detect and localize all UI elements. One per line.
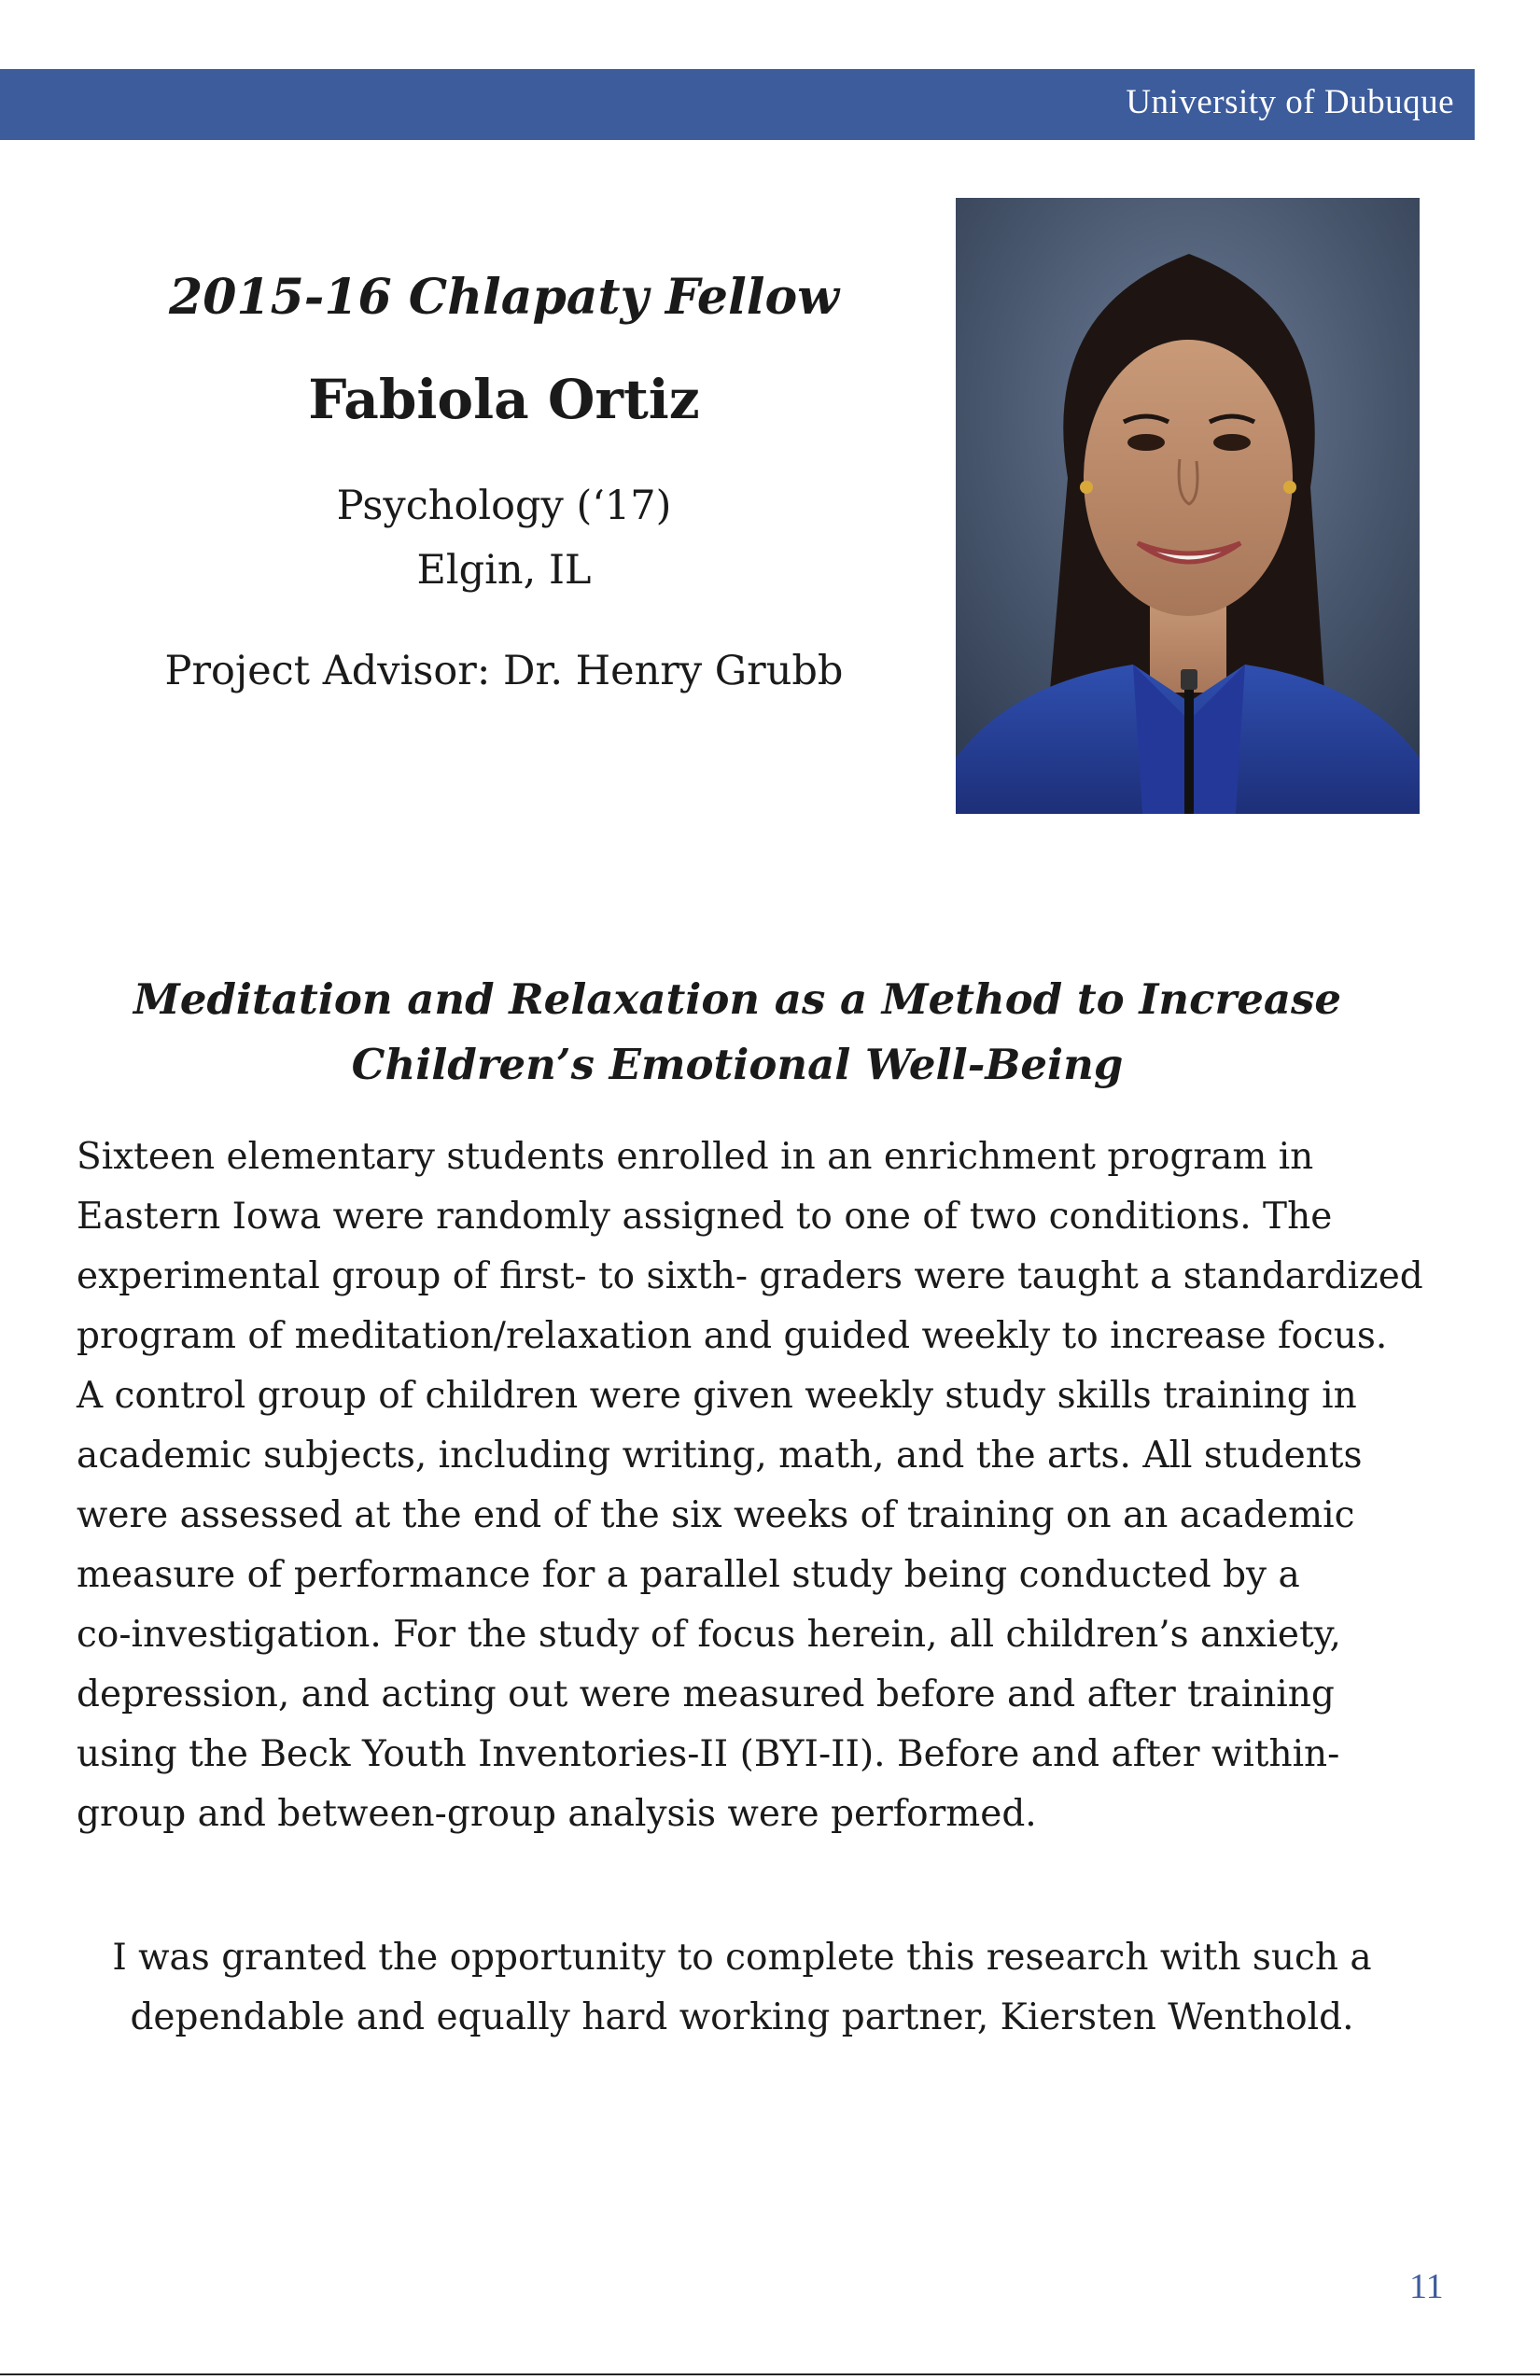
- fellow-title: 2015-16 Chlapaty Fellow: [169, 269, 839, 326]
- project-abstract: [77, 1127, 1449, 1844]
- header-bar: [0, 69, 1475, 140]
- fellow-portrait: [956, 198, 1420, 814]
- fellow-major: Psychology (‘17): [336, 482, 672, 529]
- abstract-line: experimental group of first- to sixth- graders were taught a standardized: [77, 1255, 1423, 1297]
- acknowledgement-line: I was granted the opportunity to complete this research with such a: [112, 1937, 1372, 1979]
- acknowledgement-line: dependable and equally hard working partner, Kiersten Wenthold.: [130, 1996, 1354, 2038]
- page-number: 11: [1409, 2267, 1444, 2306]
- abstract-line: were assessed at the end of the six weeks of training on an academic: [77, 1494, 1355, 1536]
- abstract-line: program of meditation/relaxation and guided weekly to increase focus.: [77, 1315, 1388, 1357]
- abstract-line: using the Beck Youth Inventories-II (BYI-II). Before and after within-: [77, 1733, 1340, 1775]
- abstract-line: Eastern Iowa were randomly assigned to one of two conditions. The: [77, 1196, 1333, 1238]
- project-title: [56, 967, 1419, 1098]
- acknowledgement: [56, 1928, 1428, 2048]
- project-title-line: Meditation and Relaxation as a Method to Increase: [133, 974, 1341, 1024]
- abstract-line: depression, and acting out were measured before and after training: [77, 1673, 1335, 1715]
- abstract-line: Sixteen elementary students enrolled in an enrichment program in: [77, 1136, 1314, 1178]
- fellow-info: [93, 269, 915, 697]
- fellow-name: Fabiola Ortiz: [308, 368, 700, 432]
- institution-name: University of Dubuque: [1126, 83, 1454, 121]
- abstract-line: A control group of children were given weekly study skills training in: [77, 1375, 1357, 1417]
- abstract-line: academic subjects, including writing, math, and the arts. All students: [77, 1435, 1363, 1477]
- project-title-line: Children’s Emotional Well-Being: [351, 1040, 1124, 1090]
- fellow-meta: [93, 474, 915, 603]
- abstract-line: measure of performance for a parallel study being conducted by a: [77, 1554, 1300, 1596]
- fellow-hometown: Elgin, IL: [416, 546, 592, 594]
- abstract-line: group and between-group analysis were performed.: [77, 1793, 1037, 1835]
- footer-divider: [0, 2373, 1540, 2375]
- project-advisor: Project Advisor: Dr. Henry Grubb: [164, 647, 844, 694]
- abstract-line: co-investigation. For the study of focus herein, all children’s anxiety,: [77, 1614, 1341, 1656]
